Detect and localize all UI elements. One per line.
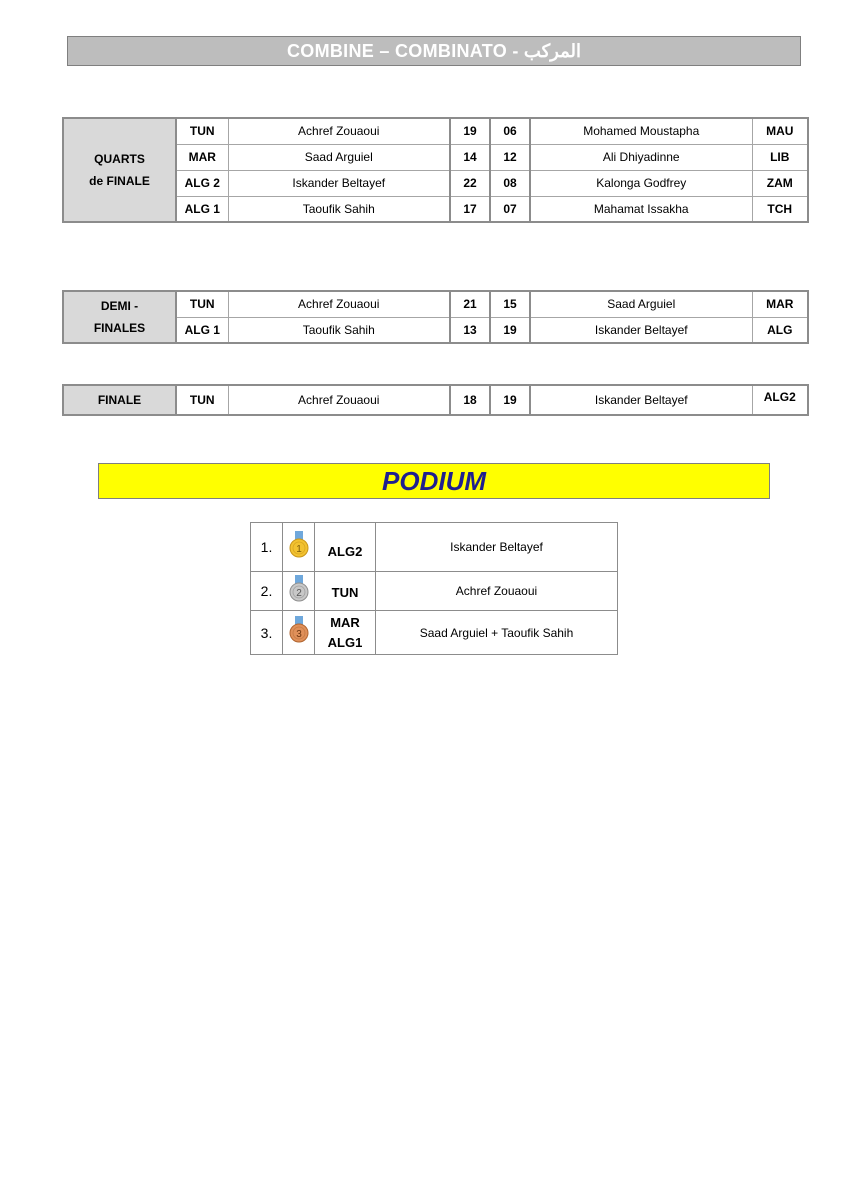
match-row	[63, 118, 808, 144]
country-code: MAR ALG1	[315, 611, 376, 655]
left-country-code: MAR	[176, 144, 228, 170]
medal-cell	[283, 611, 315, 655]
country-code: TUN	[315, 572, 376, 611]
left-country-code: ALG 2	[176, 170, 228, 196]
svg-text:2: 2	[295, 587, 302, 599]
right-athlete-name: Iskander Beltayef	[530, 317, 752, 343]
right-score: 08	[490, 170, 530, 196]
match-row	[63, 385, 808, 415]
left-score: 19	[450, 118, 490, 144]
left-athlete-name: Achref Zouaoui	[228, 385, 450, 415]
right-athlete-name: Ali Dhiyadinne	[530, 144, 752, 170]
left-country-code: ALG 1	[176, 317, 228, 343]
right-athlete-name: Kalonga Godfrey	[530, 170, 752, 196]
left-country-code: ALG 1	[176, 196, 228, 222]
left-country-code: TUN	[176, 291, 228, 317]
podium-row	[251, 523, 618, 572]
podium-title-bar	[98, 463, 770, 499]
round-label: DEMI - FINALES	[63, 291, 176, 343]
round-label: FINALE	[63, 385, 176, 415]
right-score: 15	[490, 291, 530, 317]
right-score: 19	[490, 385, 530, 415]
right-athlete-name: Iskander Beltayef	[530, 385, 752, 415]
left-score: 17	[450, 196, 490, 222]
right-athlete-name: Saad Arguiel	[530, 291, 752, 317]
country-code: ALG2	[315, 523, 376, 572]
right-country-code: ZAM	[752, 170, 808, 196]
semi-finals-table	[62, 290, 809, 344]
right-country-code: TCH	[752, 196, 808, 222]
medal-cell	[283, 523, 315, 572]
right-score: 19	[490, 317, 530, 343]
left-score: 14	[450, 144, 490, 170]
podium-table	[250, 522, 618, 655]
round-label: QUARTS de FINALE	[63, 118, 176, 222]
left-athlete-name: Saad Arguiel	[228, 144, 450, 170]
svg-text:3: 3	[295, 629, 302, 640]
athlete-name: Achref Zouaoui	[376, 572, 618, 611]
right-country-code: ALG	[752, 317, 808, 343]
final-table	[62, 384, 809, 416]
silver-medal-icon	[288, 575, 310, 603]
left-score: 18	[450, 385, 490, 415]
right-country-code: MAR	[752, 291, 808, 317]
athlete-name: Iskander Beltayef	[376, 523, 618, 572]
right-athlete-name: Mahamat Issakha	[530, 196, 752, 222]
page-title: COMBINE – COMBINATO - المركب	[67, 36, 801, 66]
podium-row	[251, 572, 618, 611]
left-athlete-name: Iskander Beltayef	[228, 170, 450, 196]
right-country-code: LIB	[752, 144, 808, 170]
right-score: 12	[490, 144, 530, 170]
left-athlete-name: Achref Zouaoui	[228, 291, 450, 317]
match-row	[63, 291, 808, 317]
gold-medal-icon	[288, 531, 310, 559]
podium-title: PODIUM	[382, 465, 486, 496]
medal-cell	[283, 572, 315, 611]
left-country-code: TUN	[176, 385, 228, 415]
right-country-code: ALG2	[752, 385, 808, 415]
left-score: 13	[450, 317, 490, 343]
svg-text:1: 1	[295, 543, 302, 555]
right-athlete-name: Mohamed Moustapha	[530, 118, 752, 144]
left-athlete-name: Taoufik Sahih	[228, 196, 450, 222]
athlete-name: Saad Arguiel + Taoufik Sahih	[376, 611, 618, 655]
rank-number: 1.	[251, 523, 283, 572]
quarter-finals-table	[62, 117, 809, 223]
podium-row	[251, 611, 618, 655]
right-score: 07	[490, 196, 530, 222]
left-score: 21	[450, 291, 490, 317]
left-country-code: TUN	[176, 118, 228, 144]
left-athlete-name: Taoufik Sahih	[228, 317, 450, 343]
rank-number: 3.	[251, 611, 283, 655]
bronze-medal-icon	[288, 616, 310, 644]
left-score: 22	[450, 170, 490, 196]
left-athlete-name: Achref Zouaoui	[228, 118, 450, 144]
rank-number: 2.	[251, 572, 283, 611]
right-country-code: MAU	[752, 118, 808, 144]
right-score: 06	[490, 118, 530, 144]
